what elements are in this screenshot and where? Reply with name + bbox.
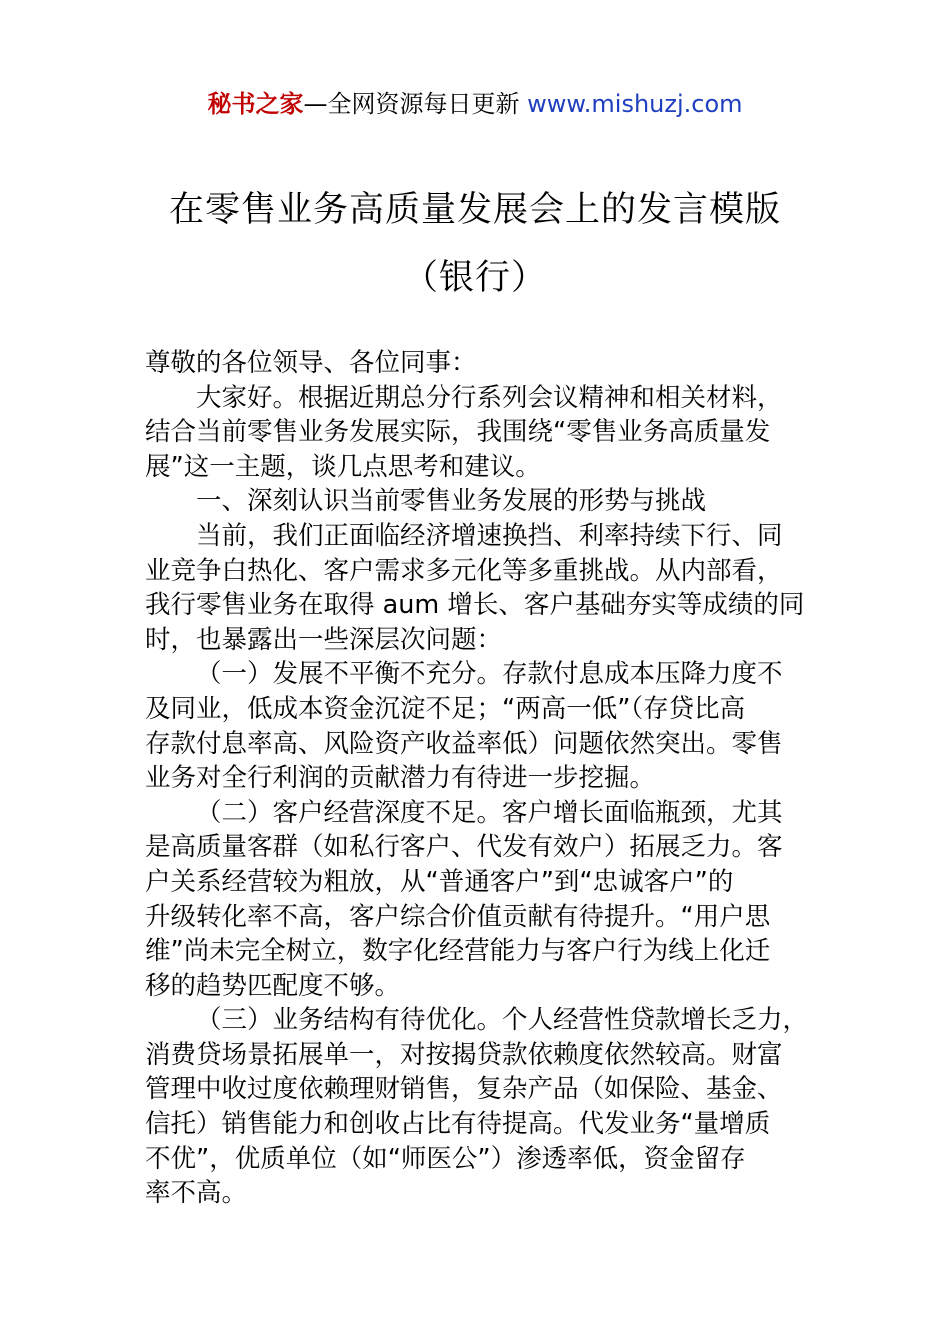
text-line: 移的趋势匹配度不够。 — [145, 970, 401, 1001]
text-line: 尊敬的各位领导、各位同事： — [145, 348, 477, 378]
text-line: 维”尚未完全树立，数字化经营能力与客户行为线上化迁 — [145, 936, 771, 967]
site-slogan: —全网资源每日更新 — [303, 90, 528, 118]
site-header — [0, 86, 950, 122]
text-line: 业竞争白热化、客户需求多元化等多重挑战。从内部看， — [145, 555, 783, 586]
text-line: 及同业，低成本资金沉淀不足；“两高一低”（存贷比高 — [145, 693, 746, 724]
text-line: 展”这一主题，谈几点思考和建议。 — [145, 451, 541, 482]
text-line: （二）客户经营深度不足。客户增长面临瓶颈，尤其 — [196, 797, 783, 828]
text-line: 一、深刻认识当前零售业务发展的形势与挑战 — [196, 486, 707, 517]
document-title: 在零售业务高质量发展会上的发言模版 — [168, 190, 781, 230]
text-line: 信托）销售能力和创收占比有待提高。代发业务“量增质 — [145, 1109, 771, 1140]
text-line: 存款付息率高、风险资产收益率低）问题依然突出。零售 — [145, 728, 783, 759]
text-line: 升级转化率不高，客户综合价值贡献有待提升。“用户思 — [145, 901, 771, 932]
text-line: 不优”，优质单位（如“师医公”）渗透率低，资金留存 — [145, 1143, 746, 1174]
text-line: 率不高。 — [145, 1178, 248, 1209]
document-body — [145, 346, 825, 1211]
text-line: 当前，我们正面临经济增速换挡、利率持续下行、同 — [196, 520, 783, 551]
text-line: 结合当前零售业务发展实际，我围绕“零售业务高质量发 — [145, 417, 771, 448]
text-line: 是高质量客群（如私行客户、代发有效户）拓展乏力。客 — [145, 832, 783, 863]
text-line: 管理中收过度依赖理财销售，复杂产品（如保险、基金、 — [145, 1074, 783, 1105]
text-line: 业务对全行利润的贡献潜力有待进一步挖掘。 — [145, 763, 656, 794]
text-line: 我行零售业务在取得 aum 增长、客户基础夯实等成绩的同 — [145, 590, 805, 621]
text-line: 大家好。根据近期总分行系列会议精神和相关材料， — [196, 382, 783, 413]
text-line: 时，也暴露出一些深层次问题： — [145, 624, 503, 655]
text-line: （一）发展不平衡不充分。存款付息成本压降力度不 — [196, 659, 783, 690]
site-brand: 秘书之家 — [207, 90, 304, 118]
text-line: （三）业务结构有待优化。个人经营性贷款增长乏力， — [196, 1005, 809, 1036]
site-url: www.mishuzj.com — [527, 90, 743, 118]
text-line: 户关系经营较为粗放，从“普通客户”到“忠诚客户”的 — [145, 866, 734, 897]
text-line: 消费贷场景拓展单一，对按揭贷款依赖度依然较高。财富 — [145, 1039, 783, 1070]
document-subtitle: （银行） — [402, 258, 547, 298]
